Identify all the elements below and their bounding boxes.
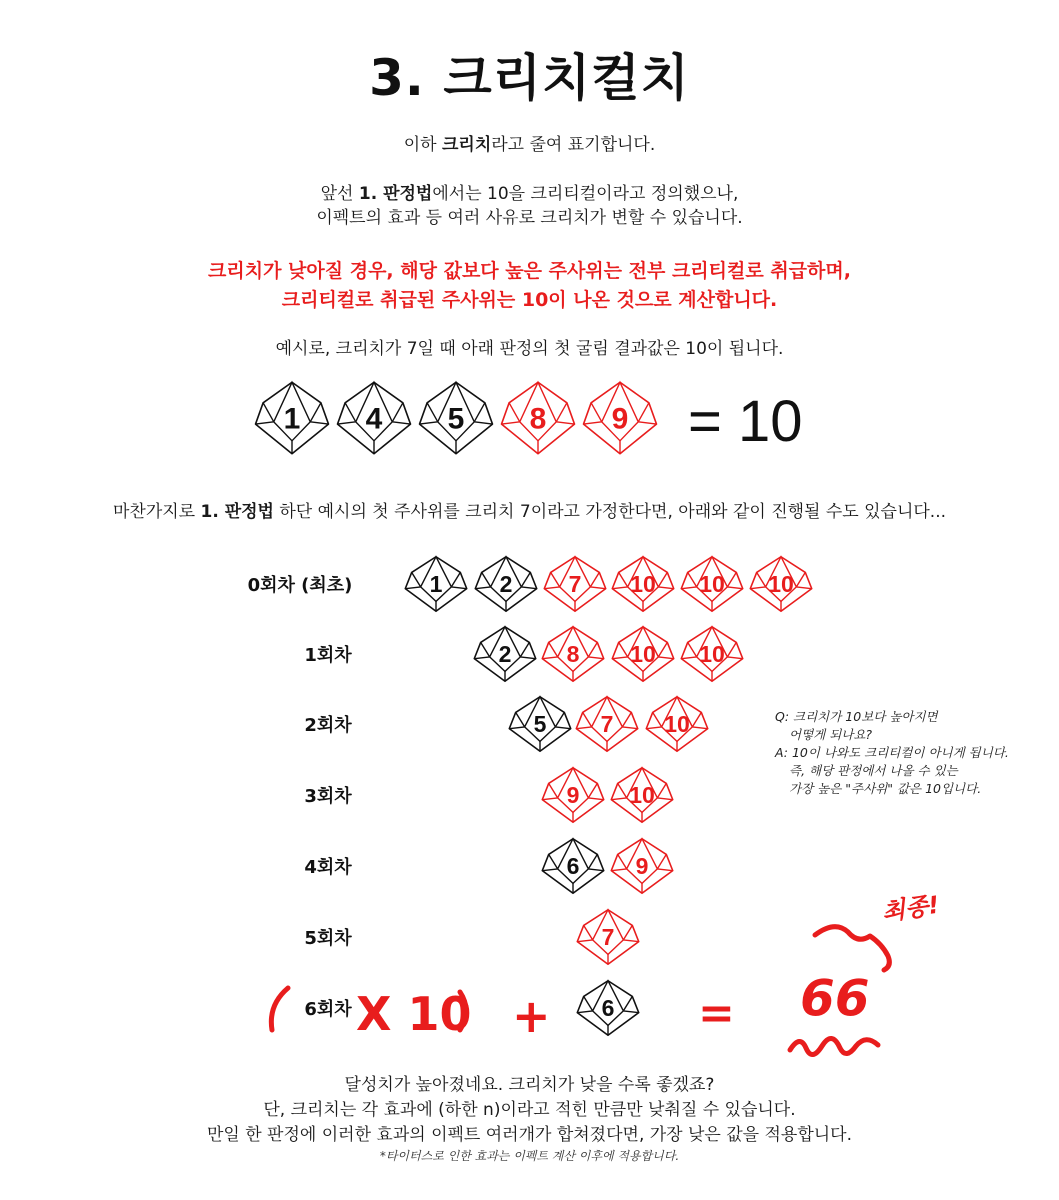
footer-note: *타이터스로 인한 효과는 이펙트 계산 이후에 적용합니다. bbox=[379, 1149, 680, 1163]
intro-line-2-bold: 1. 판정법 bbox=[358, 184, 433, 204]
example-die-value: 9 bbox=[611, 402, 629, 436]
example-die-value: 8 bbox=[529, 402, 547, 436]
qa-answer-2: 즉, 해당 판정에서 나올 수 있는 bbox=[789, 763, 958, 778]
rule-line-2: 크리티컬로 취급된 주사위는 10이 나온 것으로 계산합니다. bbox=[281, 289, 778, 311]
hand-equals: = bbox=[698, 988, 735, 1039]
page-title: 3. 크리치컬치 bbox=[369, 49, 690, 107]
round-die-value: 7 bbox=[568, 571, 582, 598]
round-label: 3회차 bbox=[304, 786, 352, 807]
round-die-value: 9 bbox=[566, 782, 580, 809]
round-die-value: 1 bbox=[429, 571, 443, 598]
round-die-value: 8 bbox=[566, 641, 580, 668]
round-die-value: 10 bbox=[664, 711, 690, 738]
intro-line-2-pre: 앞선 bbox=[320, 184, 359, 204]
hand-squiggle-top bbox=[815, 927, 889, 970]
hand-total: 66 bbox=[800, 969, 870, 1027]
hand-plus: + bbox=[512, 989, 551, 1043]
qa-question-2: 어떻게 되나요? bbox=[789, 727, 873, 742]
footer-line-2: 단, 크리치는 각 효과에 (하한 n)이라고 적힌 만큼만 낮춰질 수 있습니다. bbox=[263, 1100, 796, 1120]
footer-line-1: 달성치가 높아졌네요. 크리치가 낮을 수록 좋겠죠? bbox=[344, 1075, 715, 1095]
example-text: 예시로, 크리치가 7일 때 아래 판정의 첫 굴림 결과값은 10이 됩니다. bbox=[275, 339, 784, 359]
round-die-value: 6 bbox=[566, 853, 580, 880]
round-die-value: 6 bbox=[601, 995, 615, 1022]
example-result: = 10 bbox=[688, 389, 803, 454]
example2-bold: 1. 판정법 bbox=[200, 502, 274, 522]
round-die-value: 10 bbox=[768, 571, 794, 598]
intro-line-2-post: 에서는 10을 크리티컬이라고 정의했으나, bbox=[432, 184, 739, 204]
round-label: 5회차 bbox=[304, 928, 352, 949]
footer-line-3: 만일 한 판정에 이러한 효과의 이펙트 여러개가 합쳐졌다면, 가장 낮은 값을 적용합니다. bbox=[206, 1125, 853, 1145]
round-die-value: 10 bbox=[699, 571, 725, 598]
round-die-value: 10 bbox=[699, 641, 725, 668]
round-die-value: 2 bbox=[499, 571, 513, 598]
round-label: 6회차 bbox=[304, 999, 352, 1020]
qa-answer-3: 가장 높은 "주사위" 값은 10입니다. bbox=[789, 781, 982, 796]
round-die-value: 5 bbox=[533, 711, 547, 738]
round-label: 4회차 bbox=[304, 857, 352, 878]
example-die-value: 5 bbox=[447, 402, 465, 436]
round-die-value: 10 bbox=[629, 782, 655, 809]
example-die-value: 4 bbox=[365, 402, 383, 436]
qa-answer-1: A: 10이 나와도 크리티컬이 아니게 됩니다. bbox=[775, 745, 1009, 760]
intro-line-1-pre: 이하 bbox=[403, 135, 442, 155]
round-label: 1회차 bbox=[304, 645, 352, 666]
round-die-value: 2 bbox=[498, 641, 512, 668]
round-die-value: 9 bbox=[635, 853, 649, 880]
intro-line-3: 이펙트의 효과 등 여러 사유로 크리치가 변할 수 있습니다. bbox=[316, 208, 743, 228]
round-label: 2회차 bbox=[304, 715, 352, 736]
intro-line-1-post: 라고 줄여 표기합니다. bbox=[491, 135, 656, 155]
round-label: 0회차 (최초) bbox=[247, 575, 353, 596]
round-die-value: 10 bbox=[630, 571, 656, 598]
hand-final-label: 최종! bbox=[880, 890, 941, 927]
round-die-value: 7 bbox=[601, 924, 615, 951]
hand-left-paren bbox=[271, 988, 288, 1030]
round-die-value: 10 bbox=[630, 641, 656, 668]
hand-squiggle-bottom bbox=[790, 1038, 878, 1054]
example2-post: 하단 예시의 첫 주사위를 크리치 7이라고 가정한다면, 아래와 같이 진행될 수도 있습니다... bbox=[273, 502, 947, 522]
rule-line-1: 크리치가 낮아질 경우, 해당 값보다 높은 주사위는 전부 크리티컬로 취급하며, bbox=[208, 260, 851, 282]
example-die-value: 1 bbox=[283, 402, 301, 436]
hand-times: X 10 bbox=[356, 987, 472, 1041]
intro-line-1-bold: 크리치 bbox=[441, 135, 492, 155]
round-die-value: 7 bbox=[600, 711, 614, 738]
example2-pre: 마찬가지로 bbox=[112, 502, 201, 522]
qa-question-1: Q: 크리치가 10보다 높아지면 bbox=[775, 709, 938, 724]
